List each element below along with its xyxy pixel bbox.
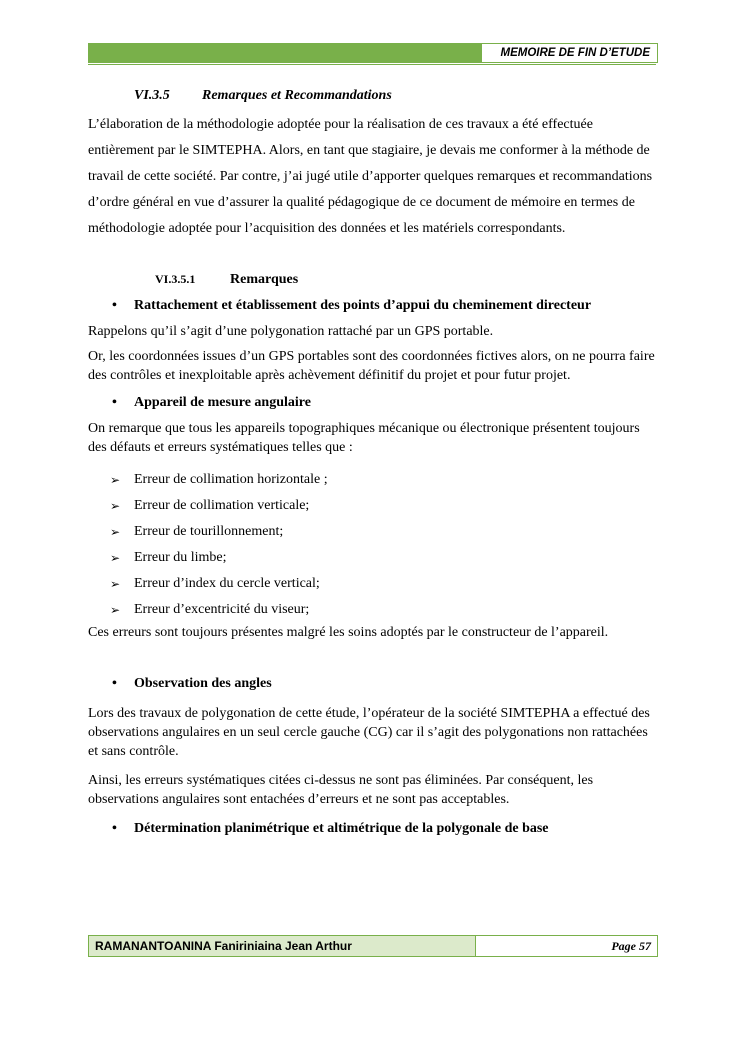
list-item: ➢ Erreur de collimation horizontale ; [88, 467, 656, 493]
bullet-icon: • [112, 821, 117, 836]
arrow-icon: ➢ [110, 499, 121, 513]
section-intro: L’élaboration de la méthodologie adoptée pour la réalisation de ces travaux a été effectuée entièrement par le SIMTEPHA. Alors, en tant que stagiaire, je devais me conformer à la méthode de travail de cette société. Par contre, j’ai jugé utile d’apporter quelques remarques et recommandations d’ordre général en vue d’assurer la qualité pédagogique de ce document de mémoire en termes de méthodologie adoptée pour l’acquisition des données et les matériels correspondants. [88, 117, 653, 236]
paragraph: Lors des travaux de polygonation de cette étude, l’opérateur de la société SIMTEPHA a effectué des observations angulaires en un seul cercle gauche (CG) car il s’agit des polygonations non rattachées et sans contrôle. [88, 706, 650, 759]
bullet-heading: • Rattachement et établissement des points d’appui du cheminement directeur [88, 296, 656, 316]
list-item: ➢ Erreur d’index du cercle vertical; [88, 571, 656, 597]
paragraph: Ainsi, les erreurs systématiques citées ci-dessus ne sont pas éliminées. Par conséquent, les observations angulaires sont entachées d’erreurs et ne sont pas acceptables. [88, 773, 594, 807]
arrow-icon: ➢ [110, 525, 121, 539]
arrow-icon: ➢ [110, 551, 121, 565]
bullet-icon: • [112, 298, 117, 313]
bullet-icon: • [112, 676, 117, 691]
bullet-heading: • Observation des angles [88, 674, 656, 694]
bullet-icon: • [112, 395, 117, 410]
header-divider [88, 64, 656, 65]
subsection-number: VI.3.5.1 [155, 272, 196, 286]
header-title: MEMOIRE DE FIN D’ETUDE [481, 44, 657, 62]
section-number: VI.3.5 [134, 88, 170, 103]
list-item: ➢ Erreur de collimation verticale; [88, 493, 656, 519]
page-number: Page 57 [611, 939, 651, 953]
section-title: Remarques et Recommandations [202, 88, 392, 103]
error-list [88, 467, 656, 623]
footer-author: RAMANANTOANINA Faniriniaina Jean Arthur [89, 936, 476, 956]
subsection-title: Remarques [230, 272, 299, 287]
bullet-heading: • Détermination planimétrique et altimétrique de la polygonale de base [88, 819, 656, 839]
list-item: ➢ Erreur d’excentricité du viseur; [88, 597, 656, 623]
paragraph: Or, les coordonnées issues d’un GPS portables sont des coordonnées fictives alors, on ne pourra faire des contrôles et inexploitable après achèvement définitif du projet et pour futur projet. [88, 349, 655, 383]
paragraph: Ces erreurs sont toujours présentes malgré les soins adoptés par le constructeur de l’appareil. [88, 625, 609, 640]
arrow-icon: ➢ [110, 577, 121, 591]
list-item: ➢ Erreur du limbe; [88, 545, 656, 571]
paragraph: On remarque que tous les appareils topographiques mécanique ou électronique présentent toujours des défauts et erreurs systématiques telles que : [88, 421, 640, 455]
section-heading [134, 88, 656, 108]
document-body [88, 88, 656, 839]
page-footer [88, 935, 658, 957]
arrow-icon: ➢ [110, 603, 121, 617]
page-header [88, 43, 658, 63]
bullet-heading: • Appareil de mesure angulaire [88, 393, 656, 413]
paragraph: Rappelons qu’il s’agit d’une polygonation rattaché par un GPS portable. [88, 324, 494, 339]
arrow-icon: ➢ [110, 473, 121, 487]
header-green-bar [89, 44, 481, 62]
subsection-heading [155, 272, 656, 292]
list-item: ➢ Erreur de tourillonnement; [88, 519, 656, 545]
